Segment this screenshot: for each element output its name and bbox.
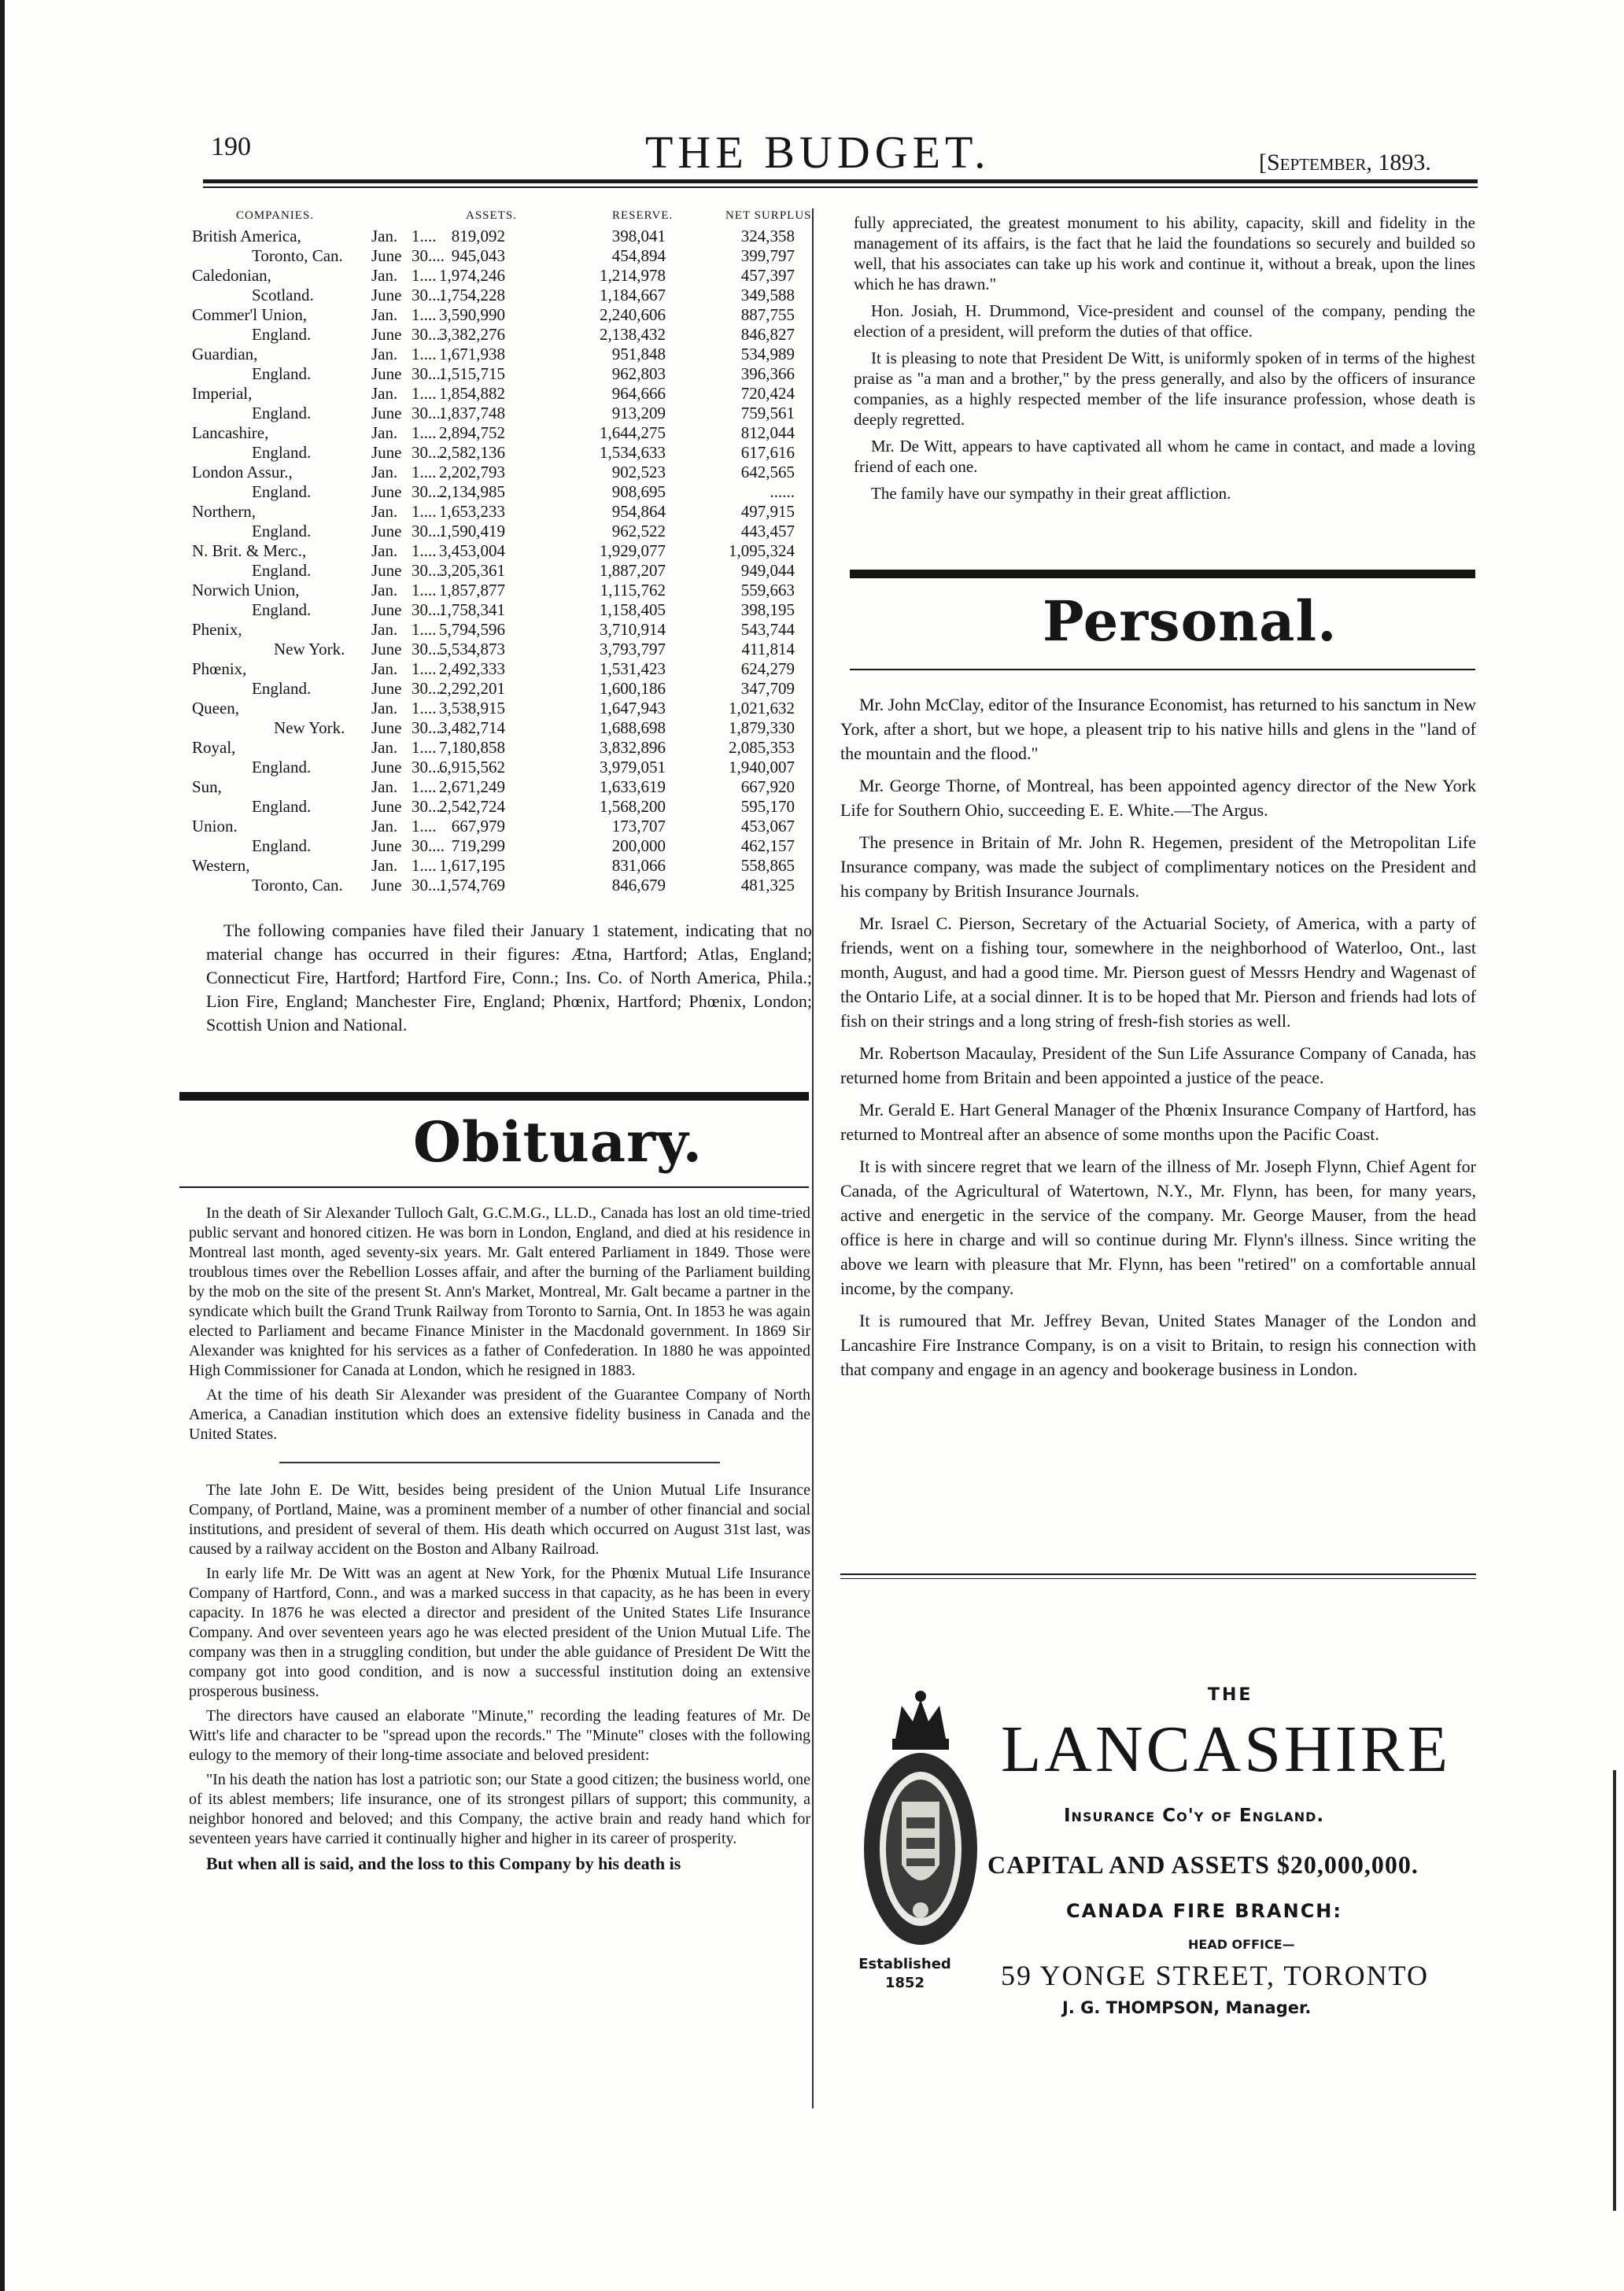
reserve-cell: 1,214,978	[600, 266, 666, 285]
table-header	[189, 206, 818, 227]
month-cell: Jan.	[371, 227, 398, 245]
surplus-cell: 399,797	[740, 246, 795, 265]
personal-end-rule-thin	[840, 1578, 1476, 1579]
continuation-paragraph: The family have our sympathy in their great affliction.	[871, 484, 1231, 503]
assets-cell: 819,092	[451, 227, 505, 245]
company-cell: England.	[252, 836, 312, 855]
surplus-cell: 759,561	[740, 404, 795, 422]
personal-end-rule	[840, 1573, 1476, 1575]
surplus-cell: ......	[770, 482, 795, 501]
surplus-cell: 543,744	[740, 620, 795, 639]
month-cell: June	[371, 836, 402, 855]
assets-cell: 2,134,985	[439, 482, 505, 501]
reserve-cell: 2,138,432	[600, 325, 666, 344]
reserve-cell: 200,000	[611, 836, 666, 855]
table-row	[189, 699, 818, 718]
ad-head-office: HEAD OFFICE—	[1188, 1937, 1295, 1952]
surplus-cell: 396,366	[740, 364, 795, 383]
reserve-cell: 1,887,207	[600, 561, 666, 580]
surplus-cell: 347,709	[740, 679, 795, 698]
surplus-cell: 497,915	[740, 502, 795, 521]
table-row	[189, 423, 818, 443]
day-cell: 30....	[412, 640, 445, 659]
table-footnote	[206, 919, 812, 1037]
reserve-cell: 846,679	[611, 876, 666, 895]
surplus-cell: 398,195	[740, 600, 795, 619]
company-cell: England.	[252, 797, 312, 816]
month-cell: Jan.	[371, 541, 398, 560]
surplus-cell: 457,397	[740, 266, 795, 285]
surplus-cell: 846,827	[740, 325, 795, 344]
surplus-cell: 453,067	[740, 817, 795, 836]
month-cell: June	[371, 482, 402, 501]
table-row	[189, 227, 818, 246]
month-cell: Jan.	[371, 502, 398, 521]
day-cell: 30....	[412, 482, 445, 501]
assets-cell: 2,671,249	[439, 777, 505, 796]
month-cell: June	[371, 443, 402, 462]
surplus-cell: 812,044	[740, 423, 795, 442]
day-cell: 30....	[412, 364, 445, 383]
day-cell: 1....	[412, 817, 437, 836]
assets-cell: 2,292,201	[439, 679, 505, 698]
dewitt-paragraph: In early life Mr. De Witt was an agent at New York, for the Phœnix Mutual Life Insurance Company of Hartford, Conn., and was a marked success in that capacity, as he has been in every capacity. In 1876 he was elected a director and president of the United States Life Insurance Company. And over seventeen years ago he was elected president of the Union Mutual Life. The company was then in a struggling condition, but under the able guidance of President De Witt the company got into good condition, and is now a successful institution doing an extensive prosperous business.	[189, 1565, 810, 1700]
reserve-cell: 962,522	[611, 522, 666, 540]
day-cell: 30....	[412, 876, 445, 895]
surplus-cell: 642,565	[740, 463, 795, 481]
month-cell: Jan.	[371, 777, 398, 796]
reserve-cell: 1,531,423	[600, 659, 666, 678]
obituary-section	[189, 1204, 810, 1878]
table-row	[189, 600, 818, 620]
month-cell: Jan.	[371, 581, 398, 599]
day-cell: 30....	[412, 325, 445, 344]
reserve-cell: 908,695	[611, 482, 666, 501]
month-cell: June	[371, 522, 402, 540]
month-cell: June	[371, 404, 402, 422]
obituary-paragraph: At the time of his death Sir Alexander was president of the Guarantee Company of North America, a Canadian institution which does an extensive fidelity business in Canada and the United States.	[189, 1386, 810, 1443]
continuation-paragraph: Hon. Josiah, H. Drummond, Vice-president and counsel of the company, pending the election of a president, will preform the duties of that office.	[854, 301, 1475, 341]
header-rule-thin	[203, 186, 1478, 188]
reserve-cell: 3,979,051	[600, 758, 666, 777]
assets-cell: 5,534,873	[439, 640, 505, 659]
table-row	[189, 856, 818, 876]
company-cell: Sun,	[192, 777, 222, 796]
company-cell: Caledonian,	[192, 266, 271, 285]
day-cell: 30....	[412, 522, 445, 540]
table-row	[189, 581, 818, 600]
table-row	[189, 541, 818, 561]
ad-address: 59 YONGE STREET, TORONTO	[1001, 1960, 1430, 1991]
month-cell: Jan.	[371, 423, 398, 442]
company-cell: England.	[252, 404, 312, 422]
obituary-paragraph: In the death of Sir Alexander Tulloch Galt, G.C.M.G., LL.D., Canada has lost an old time-tried public servant and honored citizen. He was born in London, England, and died at his residence in Montreal last month, aged seventy-six years. Mr. Galt entered Parliament in 1849. Those were troublous times over the Rebellion Losses affair, and after the burning of the Parliament building by the mob on the site of the present St. Ann's Market, Montreal, Mr. Galt became a partner in the syndicate which built the Grand Trunk Railway from Toronto to Sarnia, Ont. In 1853 he was again elected to Parliament and became Finance Minister in the Macdonald government. In 1869 Sir Alexander was knighted for his services as a father of Confederation. In 1880 he was appointed High Commissioner for Canada at London, which he resigned in 1883.	[189, 1205, 810, 1379]
day-cell: 1....	[412, 266, 437, 285]
assets-cell: 6,915,562	[439, 758, 505, 777]
company-cell: Commer'l Union,	[192, 305, 308, 324]
table-row	[189, 364, 818, 384]
reserve-cell: 913,209	[611, 404, 666, 422]
day-cell: 30....	[412, 246, 445, 265]
reserve-cell: 3,832,896	[600, 738, 666, 757]
table-row	[189, 345, 818, 364]
table-row	[189, 522, 818, 541]
table-row	[189, 659, 818, 679]
company-cell: Phenix,	[192, 620, 242, 639]
reserve-cell: 1,534,633	[600, 443, 666, 462]
reserve-cell: 173,707	[611, 817, 666, 836]
surplus-cell: 887,755	[740, 305, 795, 324]
table-row	[189, 620, 818, 640]
assets-cell: 3,590,990	[439, 305, 505, 324]
obituary-heading-rule	[179, 1186, 809, 1188]
surplus-cell: 349,588	[740, 286, 795, 304]
table-row	[189, 384, 818, 404]
personal-paragraph: Mr. George Thorne, of Montreal, has been appointed agency director of the New York Life for Southern Ohio, succeeding E. E. White.—The Argus.	[840, 776, 1476, 820]
day-cell: 30....	[412, 758, 445, 777]
day-cell: 30....	[412, 797, 445, 816]
day-cell: 1....	[412, 423, 437, 442]
header-companies: COMPANIES.	[236, 209, 315, 222]
company-cell: N. Brit. & Merc.,	[192, 541, 307, 560]
table-row	[189, 738, 818, 758]
month-cell: June	[371, 246, 402, 265]
company-cell: New York.	[274, 640, 345, 659]
assets-cell: 2,582,136	[439, 443, 505, 462]
table-row	[189, 817, 818, 836]
table-row	[189, 463, 818, 482]
company-cell: Lancashire,	[192, 423, 269, 442]
table-row	[189, 797, 818, 817]
ad-manager: J. G. THOMPSON, Manager.	[1062, 1998, 1312, 2017]
assets-cell: 5,794,596	[439, 620, 505, 639]
company-cell: Union.	[192, 817, 238, 836]
month-cell: June	[371, 640, 402, 659]
company-cell: England.	[252, 364, 312, 383]
month-cell: June	[371, 679, 402, 698]
month-cell: Jan.	[371, 305, 398, 324]
reserve-cell: 962,803	[611, 364, 666, 383]
assets-cell: 1,590,419	[439, 522, 505, 540]
table-row	[189, 286, 818, 305]
month-cell: June	[371, 718, 402, 737]
company-cell: England.	[252, 679, 312, 698]
assets-cell: 1,758,341	[439, 600, 505, 619]
surplus-cell: 595,170	[740, 797, 795, 816]
table-row	[189, 561, 818, 581]
surplus-cell: 1,879,330	[729, 718, 795, 737]
company-cell: New York.	[274, 718, 345, 737]
table-row	[189, 758, 818, 777]
surplus-cell: 720,424	[740, 384, 795, 403]
month-cell: Jan.	[371, 620, 398, 639]
surplus-cell: 617,616	[740, 443, 795, 462]
assets-cell: 667,979	[451, 817, 505, 836]
page-number: 190	[211, 132, 251, 161]
month-cell: June	[371, 561, 402, 580]
surplus-cell: 1,940,007	[729, 758, 795, 777]
company-cell: Northern,	[192, 502, 257, 521]
surplus-cell: 534,989	[740, 345, 795, 363]
continuation-paragraph: fully appreciated, the greatest monument to his ability, capacity, skill and fidelity in the management of its affairs, is the fact that he laid the foundations so securely and builded so well, that his associates can take up his work and continue it, without a break, upon the lines which he has drawn."	[854, 213, 1475, 293]
month-cell: Jan.	[371, 345, 398, 363]
header-rule	[203, 179, 1478, 183]
assets-cell: 1,671,938	[439, 345, 505, 363]
table-row	[189, 246, 818, 266]
company-seal	[858, 1684, 984, 1990]
surplus-cell: 559,663	[740, 581, 795, 599]
reserve-cell: 831,066	[611, 856, 666, 875]
assets-cell: 3,205,361	[439, 561, 505, 580]
reserve-cell: 454,894	[611, 246, 666, 265]
company-cell: England.	[252, 758, 312, 777]
ad-the: THE	[1208, 1685, 1253, 1705]
assets-cell: 945,043	[451, 246, 505, 265]
table-row	[189, 502, 818, 522]
reserve-cell: 1,158,405	[600, 600, 666, 619]
company-cell: Royal,	[192, 738, 236, 757]
day-cell: 1....	[412, 581, 437, 599]
company-cell: England.	[252, 522, 312, 540]
personal-paragraph: The presence in Britain of Mr. John R. Hegemen, president of the Metropolitan Life Insurance company, was made the subject of complimentary notices on the President and his company by British Insurance Journals.	[840, 832, 1476, 901]
table-row	[189, 404, 818, 423]
company-cell: Guardian,	[192, 345, 258, 363]
surplus-cell: 1,021,632	[729, 699, 795, 718]
obituary-separator	[279, 1462, 720, 1463]
assets-cell: 1,574,769	[439, 876, 505, 895]
day-cell: 30....	[412, 836, 445, 855]
day-cell: 1....	[412, 345, 437, 363]
continuation-paragraph: It is pleasing to note that President De Witt, is uniformly spoken of in terms of the highest praise as "a man and a brother," by the press generally, and also by the officers of insurance companies, as a highly respected member of the life insurance profession, whose death is deeply regretted.	[854, 349, 1475, 429]
issue-date: [September, 1893.	[1259, 149, 1431, 175]
surplus-cell: 949,044	[740, 561, 795, 580]
company-cell: England.	[252, 325, 312, 344]
surplus-cell: 481,325	[740, 876, 795, 895]
company-cell: England.	[252, 600, 312, 619]
assets-cell: 2,492,333	[439, 659, 505, 678]
scan-edge-left	[0, 0, 5, 2291]
dewitt-paragraph: The late John E. De Witt, besides being president of the Union Mutual Life Insurance Company, of Portland, Maine, was a prominent member of a number of other financial and social institutions, and president of several of them. His death which occurred on August 31st last, was caused by a railway accident on the Boston and Albany Railroad.	[189, 1481, 810, 1558]
assets-cell: 1,854,882	[439, 384, 505, 403]
company-cell: England.	[252, 561, 312, 580]
reserve-cell: 1,115,762	[600, 581, 666, 599]
established-year: 1852	[884, 1975, 925, 1991]
reserve-cell: 1,633,619	[600, 777, 666, 796]
company-cell: Phœnix,	[192, 659, 247, 678]
header-reserve: RESERVE.	[612, 209, 674, 222]
day-cell: 1....	[412, 856, 437, 875]
assets-cell: 1,857,877	[439, 581, 505, 599]
reserve-cell: 1,647,943	[600, 699, 666, 718]
day-cell: 30....	[412, 286, 445, 304]
reserve-cell: 3,793,797	[600, 640, 666, 659]
assets-cell: 1,974,246	[439, 266, 505, 285]
header-assets: ASSETS.	[466, 209, 517, 222]
reserve-cell: 2,240,606	[600, 305, 666, 324]
table-row	[189, 836, 818, 856]
table-row	[189, 679, 818, 699]
reserve-cell: 398,041	[611, 227, 666, 245]
day-cell: 30....	[412, 679, 445, 698]
assets-cell: 2,894,752	[439, 423, 505, 442]
month-cell: Jan.	[371, 659, 398, 678]
day-cell: 1....	[412, 777, 437, 796]
table-row	[189, 718, 818, 738]
month-cell: June	[371, 600, 402, 619]
assets-cell: 1,754,228	[439, 286, 505, 304]
reserve-cell: 1,688,698	[600, 718, 666, 737]
day-cell: 1....	[412, 463, 437, 481]
day-cell: 1....	[412, 738, 437, 757]
day-cell: 1....	[412, 659, 437, 678]
assets-cell: 3,482,714	[439, 718, 505, 737]
reserve-cell: 964,666	[611, 384, 666, 403]
month-cell: Jan.	[371, 463, 398, 481]
month-cell: June	[371, 325, 402, 344]
assets-cell: 719,299	[451, 836, 505, 855]
reserve-cell: 951,848	[611, 345, 666, 363]
month-cell: June	[371, 797, 402, 816]
ad-capital: CAPITAL AND ASSETS $20,000,000.	[987, 1850, 1419, 1879]
day-cell: 1....	[412, 227, 437, 245]
month-cell: June	[371, 876, 402, 895]
day-cell: 1....	[412, 620, 437, 639]
ad-established	[854, 1955, 956, 1993]
table-row	[189, 876, 818, 895]
month-cell: June	[371, 286, 402, 304]
reserve-cell: 1,600,186	[600, 679, 666, 698]
day-cell: 1....	[412, 384, 437, 403]
reserve-cell: 1,929,077	[600, 541, 666, 560]
assets-cell: 1,653,233	[439, 502, 505, 521]
assets-cell: 7,180,858	[439, 738, 505, 757]
personal-heading-rule	[850, 669, 1475, 670]
header-net-surplus: NET SURPLUS.	[725, 209, 816, 222]
company-cell: Toronto, Can.	[252, 876, 343, 895]
assets-cell: 1,515,715	[439, 364, 505, 383]
day-cell: 30....	[412, 718, 445, 737]
day-cell: 30....	[412, 443, 445, 462]
personal-paragraph: It is with sincere regret that we learn of the illness of Mr. Joseph Flynn, Chief Agent for Canada, of the Agricultural of Watertown, N.Y., Mr. Flynn, has been, for many years, active and energetic in the service of the company. Mr. George Mauser, from the head office is here in charge and will so continue during Mr. Flynn's illness. Since writing the above we learn with pleasure that Mr. Flynn, has been "retired" on a comfortable annual income, by the company.	[840, 1157, 1476, 1298]
assets-cell: 3,453,004	[439, 541, 505, 560]
statements-table	[189, 206, 818, 895]
assets-cell: 3,382,276	[439, 325, 505, 344]
table-row	[189, 325, 818, 345]
surplus-cell: 624,279	[740, 659, 795, 678]
month-cell: Jan.	[371, 738, 398, 757]
continuation-paragraph: Mr. De Witt, appears to have captivated all whom he came in contact, and made a loving friend of each one.	[854, 437, 1475, 476]
table-row	[189, 305, 818, 325]
company-cell: Queen,	[192, 699, 240, 718]
reserve-cell: 1,568,200	[600, 797, 666, 816]
table-body	[189, 227, 818, 895]
assets-cell: 3,538,915	[439, 699, 505, 718]
table-row	[189, 443, 818, 463]
surplus-cell: 667,920	[740, 777, 795, 796]
section-rule-personal	[850, 570, 1475, 578]
scan-edge-right	[1613, 1770, 1616, 2211]
company-cell: Scotland.	[252, 286, 314, 304]
company-cell: Toronto, Can.	[252, 246, 343, 265]
company-cell: London Assur.,	[192, 463, 293, 481]
reserve-cell: 3,710,914	[600, 620, 666, 639]
footnote-text: The following companies have filed their January 1 statement, indicating that no material change has occurred in their figures: Ætna, Hartford; Atlas, England; Connecticut Fire, Hartford; Hartford Fire, Conn.; Ins. Co. of North America, Phila.; Lion Fire, England; Manchester Fire, England; Phœnix, Hartford; Phœnix, London; Scottish Union and National.	[206, 920, 812, 1035]
month-cell: Jan.	[371, 856, 398, 875]
ad-subtitle: Insurance Co'y of England.	[1064, 1806, 1325, 1826]
assets-cell: 1,617,195	[439, 856, 505, 875]
surplus-cell: 558,865	[740, 856, 795, 875]
section-rule-obituary	[179, 1092, 809, 1101]
dewitt-paragraph: "In his death the nation has lost a patriotic son; our State a good citizen; the business world, one of its ablest members; life insurance, one of its strongest pillars of support; this community, a neighbor honored and beloved; and this Company, the active brain and ready hand which for seventeen years have carried it continually higher and higher in its career of prosperity.	[189, 1771, 810, 1847]
table-row	[189, 640, 818, 659]
table-row	[189, 266, 818, 286]
reserve-cell: 954,864	[611, 502, 666, 521]
personal-section	[840, 692, 1476, 1389]
day-cell: 1....	[412, 305, 437, 324]
personal-paragraph: Mr. Israel C. Pierson, Secretary of the Actuarial Society, of America, with a party of friends, went on a fishing tour, somewhere in the neighborhood of Waterloo, Ont., last month, August, and had a good time. Mr. Pierson guest of Messrs Hendry and Wagenast of the Ontario Life, at a social dinner. It is to be hoped that Mr. Pierson and friends had lots of fish on their strings and a long string of fresh-fish stories as well.	[840, 913, 1476, 1031]
surplus-cell: 2,085,353	[729, 738, 795, 757]
reserve-cell: 902,523	[611, 463, 666, 481]
page-title: THE BUDGET.	[645, 127, 991, 178]
day-cell: 30....	[412, 404, 445, 422]
established-label: Established	[858, 1956, 951, 1972]
reserve-cell: 1,184,667	[600, 286, 666, 304]
day-cell: 30....	[412, 561, 445, 580]
ad-branch: CANADA FIRE BRANCH:	[1066, 1900, 1342, 1922]
personal-paragraph: Mr. Gerald E. Hart General Manager of the Phœnix Insurance Company of Hartford, has returned to Montreal after an absence of some months upon the Pacific Coast.	[840, 1100, 1476, 1144]
personal-paragraph: Mr. John McClay, editor of the Insurance Economist, has returned to his sanctum in New York, after a short, but we hope, a pleasent trip to his native hills and glens in the "land of the mountain and the flood."	[840, 695, 1476, 763]
month-cell: Jan.	[371, 266, 398, 285]
company-cell: Imperial,	[192, 384, 253, 403]
dewitt-paragraph: The directors have caused an elaborate "Minute," recording the leading features of Mr. De Witt's life and character to be "spread upon the records." The "Minute" closes with the following eulogy to the memory of their long-time associate and beloved president:	[189, 1707, 810, 1764]
month-cell: Jan.	[371, 817, 398, 836]
personal-heading: Personal.	[1043, 588, 1338, 654]
month-cell: Jan.	[371, 699, 398, 718]
table-row	[189, 482, 818, 502]
surplus-cell: 462,157	[740, 836, 795, 855]
company-cell: England.	[252, 443, 312, 462]
surplus-cell: 443,457	[740, 522, 795, 540]
company-cell: Western,	[192, 856, 250, 875]
day-cell: 1....	[412, 502, 437, 521]
company-cell: Norwich Union,	[192, 581, 300, 599]
month-cell: Jan.	[371, 384, 398, 403]
assets-cell: 2,202,793	[439, 463, 505, 481]
assets-cell: 1,837,748	[439, 404, 505, 422]
month-cell: June	[371, 758, 402, 777]
company-cell: England.	[252, 482, 312, 501]
surplus-cell: 324,358	[740, 227, 795, 245]
table-row	[189, 777, 818, 797]
personal-paragraph: Mr. Robertson Macaulay, President of the Sun Life Assurance Company of Canada, has returned home from Britain and been appointed a justice of the peace.	[840, 1043, 1476, 1087]
dewitt-paragraph: But when all is said, and the loss to this Company by his death is	[206, 1854, 681, 1873]
day-cell: 1....	[412, 699, 437, 718]
assets-cell: 2,542,724	[439, 797, 505, 816]
day-cell: 1....	[412, 541, 437, 560]
company-cell: British America,	[192, 227, 301, 245]
month-cell: June	[371, 364, 402, 383]
surplus-cell: 411,814	[741, 640, 795, 659]
surplus-cell: 1,095,324	[729, 541, 795, 560]
day-cell: 30....	[412, 600, 445, 619]
dewitt-continuation	[854, 212, 1475, 510]
reserve-cell: 1,644,275	[600, 423, 666, 442]
personal-paragraph: It is rumoured that Mr. Jeffrey Bevan, United States Manager of the London and Lancashire Fire Instrance Company, is on a visit to Britain, to resign his connection with that company and engage in an agency and bookerage business in London.	[840, 1311, 1476, 1379]
obituary-heading: Obituary.	[413, 1109, 703, 1175]
ad-company-name: LANCASHIRE	[1001, 1713, 1452, 1786]
